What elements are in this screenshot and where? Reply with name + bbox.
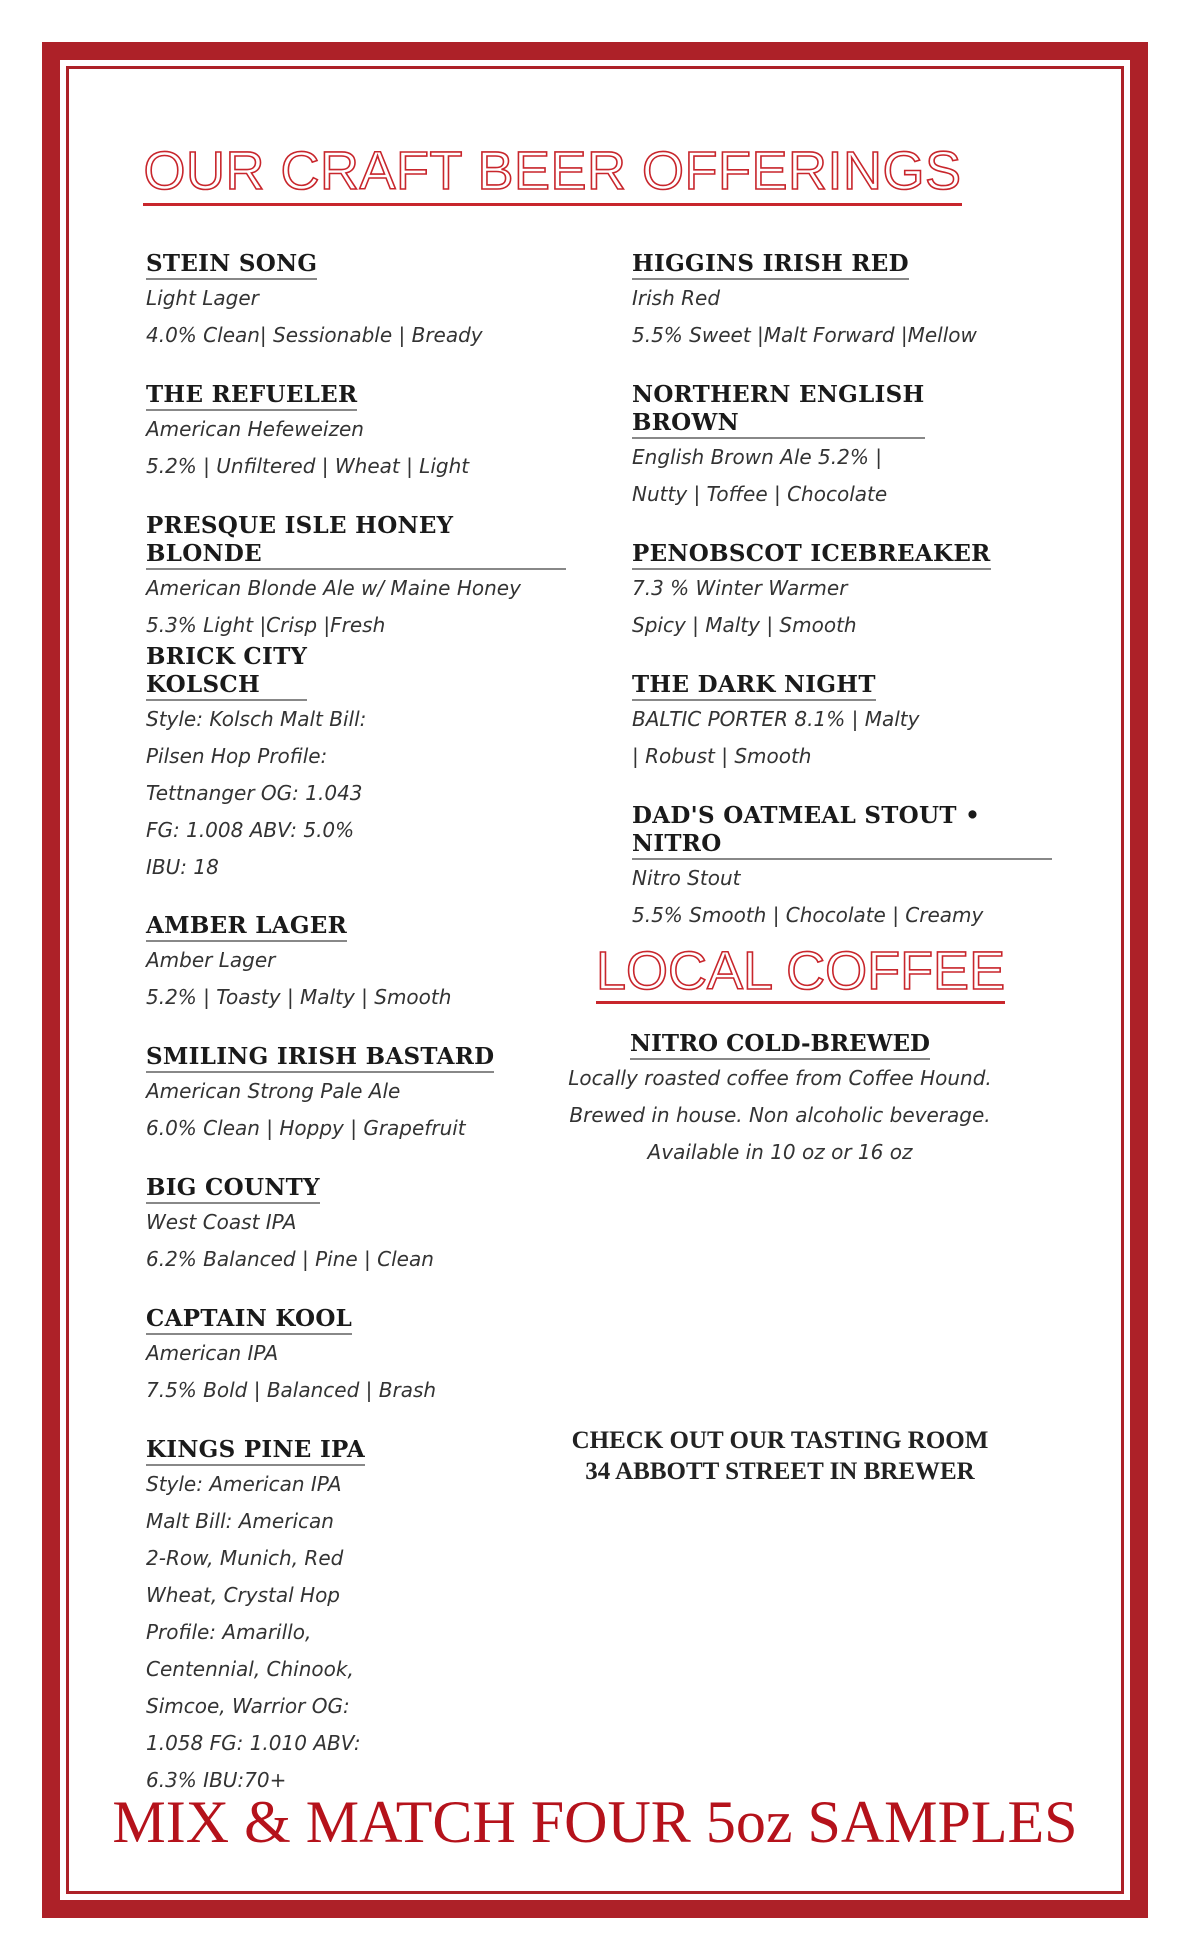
- beer-detail: American Strong Pale Ale: [146, 1079, 401, 1103]
- beer-detail: Spicy | Malty | Smooth: [632, 613, 857, 637]
- beer-name: PRESQUE ISLE HONEY BLONDE: [146, 512, 566, 570]
- beer-detail: Irish Red: [632, 286, 721, 310]
- beer-detail: 6.0% Clean | Hoppy | Grapefruit: [146, 1116, 466, 1140]
- beer-detail: Light Lager: [146, 286, 259, 310]
- beer-detail: | Robust | Smooth: [632, 744, 812, 768]
- coffee-line: Brewed in house. Non alcoholic beverage.: [569, 1103, 991, 1127]
- beer-name: BIG COUNTY: [146, 1174, 320, 1204]
- beer-item: [146, 912, 566, 1016]
- beer-item: [146, 381, 566, 485]
- beer-detail: 7.5% Bold | Balanced | Brash: [146, 1378, 437, 1402]
- sample-footer: MIX & MATCH FOUR 5oz SAMPLES: [112, 1789, 1078, 1855]
- beer-name: STEIN SONG: [146, 250, 317, 280]
- beer-detail: Malt Bill: American: [146, 1509, 334, 1533]
- beer-name-line: NORTHERN ENGLISH: [632, 381, 925, 408]
- beer-item: [146, 250, 566, 354]
- beer-name: HIGGINS IRISH RED: [632, 250, 909, 280]
- beer-detail: Pilsen Hop Profile:: [146, 744, 328, 768]
- beer-detail: 7.3 % Winter Warmer: [632, 576, 848, 600]
- beer-name: AMBER LAGER: [146, 912, 347, 942]
- beer-detail: 6.2% Balanced | Pine | Clean: [146, 1247, 434, 1271]
- beer-detail: 5.2% | Unfiltered | Wheat | Light: [146, 454, 470, 478]
- beer-detail: Style: American IPA: [146, 1472, 342, 1496]
- beer-detail: Centennial, Chinook,: [146, 1657, 354, 1681]
- coffee-line: Locally roasted coffee from Coffee Hound.: [568, 1066, 992, 1090]
- tasting-address: 34 ABBOTT STREET IN BREWER: [585, 1458, 975, 1485]
- beer-detail: Nitro Stout: [632, 866, 741, 890]
- beer-detail: Tettnanger OG: 1.043: [146, 781, 363, 805]
- beer-name: THE DARK NIGHT: [632, 671, 876, 701]
- beer-detail: American Blonde Ale w/ Maine Honey: [146, 576, 521, 600]
- beer-detail: IBU: 18: [146, 855, 219, 879]
- beer-detail: 4.0% Clean| Sessionable | Bready: [146, 323, 483, 347]
- tasting-line: CHECK OUT OUR TASTING ROOM: [571, 1427, 989, 1454]
- beer-name-line: KOLSCH: [146, 671, 261, 698]
- beer-item: [146, 1174, 566, 1278]
- coffee-item: [560, 1030, 1000, 1171]
- beer-name: CAPTAIN KOOL: [146, 1305, 352, 1335]
- beer-item: [146, 1436, 566, 1799]
- beer-item: [632, 540, 1052, 644]
- coffee-name: NITRO COLD-BREWED: [630, 1030, 930, 1060]
- beer-detail: 5.5% Smooth | Chocolate | Creamy: [632, 903, 984, 927]
- beer-detail: 5.5% Sweet |Malt Forward |Mellow: [632, 323, 977, 347]
- beer-detail: English Brown Ale 5.2% |: [632, 445, 882, 469]
- beer-detail: 1.058 FG: 1.010 ABV:: [146, 1731, 361, 1755]
- beer-item: [632, 671, 1052, 775]
- beer-item: [632, 802, 1052, 934]
- beer-item: [632, 381, 1052, 513]
- beer-detail: 6.3% IBU:70+: [146, 1768, 287, 1792]
- beer-name-line: BRICK CITY: [146, 643, 308, 670]
- beer-detail: American IPA: [146, 1341, 279, 1365]
- coffee-line: Available in 10 oz or 16 oz: [647, 1140, 913, 1164]
- beer-detail: West Coast IPA: [146, 1210, 297, 1234]
- beer-detail: Profile: Amarillo,: [146, 1620, 312, 1644]
- beer-detail: BALTIC PORTER 8.1% | Malty: [632, 707, 920, 731]
- beer-name: DAD'S OATMEAL STOUT • NITRO: [632, 802, 1052, 860]
- beer-detail: Wheat, Crystal Hop: [146, 1583, 340, 1607]
- beer-name: [146, 643, 307, 701]
- beer-detail: 5.3% Light |Crisp |Fresh: [146, 613, 386, 637]
- beer-item: [146, 1305, 566, 1409]
- beer-name: PENOBSCOT ICEBREAKER: [632, 540, 991, 570]
- beer-item: [146, 512, 566, 644]
- beer-item: [632, 250, 1052, 354]
- beer-name: THE REFUELER: [146, 381, 357, 411]
- tasting-room-notice: [560, 1425, 1000, 1487]
- beer-detail: FG: 1.008 ABV: 5.0%: [146, 818, 355, 842]
- menu-title: OUR CRAFT BEER OFFERINGS: [0, 140, 1105, 202]
- beer-detail: Nutty | Toffee | Chocolate: [632, 482, 888, 506]
- beer-detail: Simcoe, Warrior OG:: [146, 1694, 350, 1718]
- beer-name-line: BROWN: [632, 409, 739, 436]
- beer-name: KINGS PINE IPA: [146, 1436, 365, 1466]
- beer-item: [146, 1043, 566, 1147]
- beer-detail: Amber Lager: [146, 948, 276, 972]
- coffee-heading: LOCAL COFFEE: [596, 940, 1005, 1002]
- beer-detail: American Hefeweizen: [146, 417, 364, 441]
- beer-detail: Style: Kolsch Malt Bill:: [146, 707, 367, 731]
- beer-item: [146, 643, 566, 886]
- beer-detail: 5.2% | Toasty | Malty | Smooth: [146, 985, 452, 1009]
- beer-detail: 2-Row, Munich, Red: [146, 1546, 344, 1570]
- beer-name: [632, 381, 925, 439]
- beer-name: SMILING IRISH BASTARD: [146, 1043, 494, 1073]
